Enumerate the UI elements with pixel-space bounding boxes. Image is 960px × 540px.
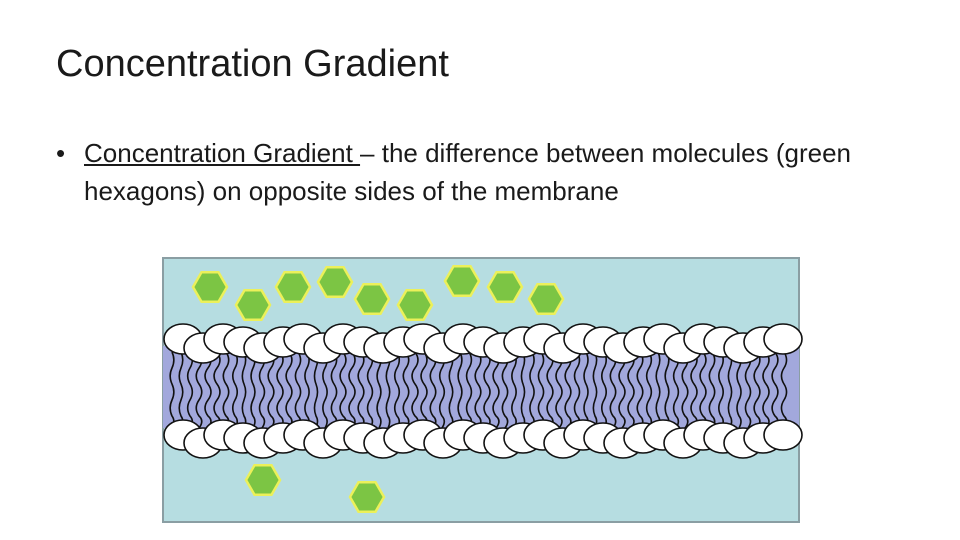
green-hexagon-molecule-icon [355, 284, 389, 313]
green-hexagon-molecule-icon [193, 272, 227, 301]
green-hexagon-molecule-icon [445, 266, 479, 295]
green-hexagon-molecule-icon [318, 267, 352, 296]
green-hexagon-molecule-icon [350, 482, 384, 511]
slide-title: Concentration Gradient [56, 43, 449, 85]
green-hexagon-molecule-icon [276, 272, 310, 301]
bullet-dash: – [360, 138, 382, 168]
green-hexagon-molecule-icon [246, 465, 280, 494]
bullet-marker: • [56, 138, 66, 168]
bullet-definition: the difference between molecules (green hexagons) on opposite sides of the membrane [84, 138, 851, 206]
bullet-term: Concentration Gradient [84, 138, 361, 168]
phospholipid-head-icon [764, 324, 802, 354]
green-hexagon-molecule-icon [236, 290, 270, 319]
green-hexagon-molecule-icon [488, 272, 522, 301]
green-hexagon-molecule-icon [529, 284, 563, 313]
phospholipid-head-icon [764, 420, 802, 450]
green-hexagon-molecule-icon [398, 290, 432, 319]
